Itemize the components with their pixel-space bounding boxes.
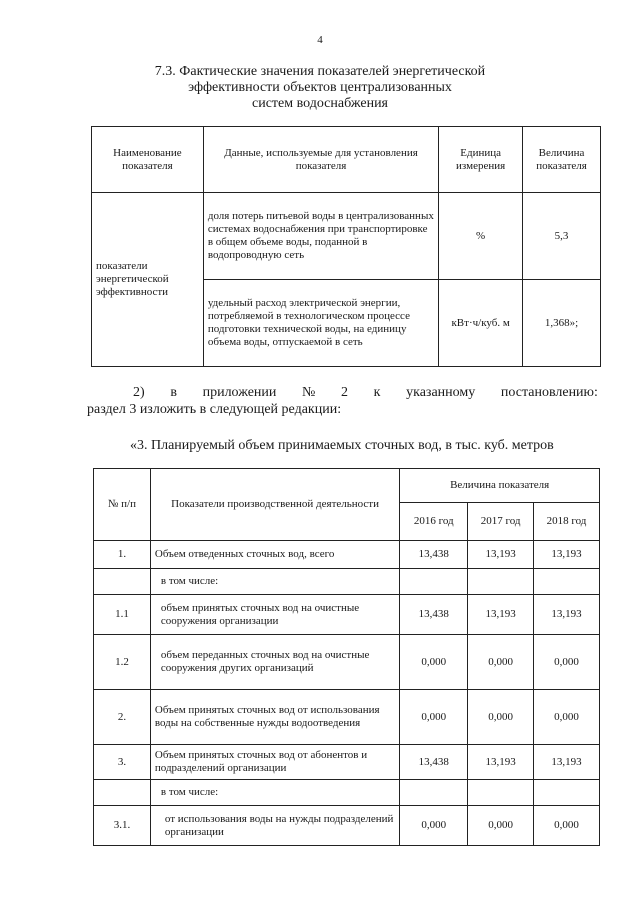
row-name-cell: Объем отведенных сточных вод, всего bbox=[150, 541, 399, 569]
row-num-cell bbox=[94, 780, 151, 806]
table-row bbox=[94, 780, 600, 806]
data-cell: доля потерь питьевой воды в централизованных системах водоснабжения при транспортировке в общем объеме воды, поданной в водопроводную сеть bbox=[203, 193, 438, 280]
row-num-cell: 1. bbox=[94, 541, 151, 569]
section-heading bbox=[120, 64, 520, 112]
row-value-cell: 0,000 bbox=[400, 635, 468, 690]
energy-efficiency-table bbox=[91, 126, 601, 367]
heading-line-3: систем водоснабжения bbox=[251, 96, 388, 111]
table-row bbox=[94, 690, 600, 745]
table-row bbox=[94, 635, 600, 690]
row-value-cell: 0,000 bbox=[534, 806, 600, 846]
row-value-cell: 0,000 bbox=[400, 806, 468, 846]
header-value-cell: Величина показателя bbox=[400, 469, 600, 503]
word: № bbox=[302, 385, 316, 400]
heading-line-2: эффективности объектов централизованных bbox=[188, 80, 452, 95]
row-value-cell: 13,438 bbox=[400, 595, 468, 635]
word: указанному bbox=[406, 385, 476, 400]
heading-line-1: 7.3. Фактические значения показателей энергетической bbox=[154, 64, 486, 79]
amendment-line-2: раздел 3 изложить в следующей редакции: bbox=[87, 402, 342, 417]
table-row bbox=[94, 595, 600, 635]
row-value-cell: 13,193 bbox=[534, 595, 600, 635]
page-number: 4 bbox=[317, 34, 323, 46]
row-value-cell: 13,193 bbox=[468, 745, 534, 780]
row-num-cell: 1.1 bbox=[94, 595, 151, 635]
row-value-cell bbox=[534, 569, 600, 595]
header-num-cell: № п/п bbox=[94, 469, 151, 541]
value-cell: 1,368»; bbox=[523, 280, 601, 367]
data-cell: удельный расход электрической энергии, потребляемой в технологическом процессе подготовки технической воды, на единицу объема воды, отпускаемой в сеть bbox=[203, 280, 438, 367]
header-cell: Величина показателя bbox=[523, 127, 601, 193]
header-indicators-cell: Показатели производственной деятельности bbox=[150, 469, 399, 541]
row-name-cell: Объем принятых сточных вод от абонентов и подразделений организации bbox=[150, 745, 399, 780]
unit-cell: кВт·ч/куб. м bbox=[439, 280, 523, 367]
row-value-cell: 0,000 bbox=[534, 690, 600, 745]
row-name-cell: Объем принятых сточных вод от использования воды на собственные нужды водоотведения bbox=[150, 690, 399, 745]
row-value-cell: 0,000 bbox=[468, 806, 534, 846]
row-num-cell: 2. bbox=[94, 690, 151, 745]
word: 2) bbox=[133, 385, 145, 400]
row-value-cell bbox=[534, 780, 600, 806]
row-name-cell: объем принятых сточных вод на очистные сооружения организации bbox=[150, 595, 399, 635]
table-row bbox=[94, 806, 600, 846]
section-3-title: «3. Планируемый объем принимаемых сточных вод, в тыс. куб. метров bbox=[130, 438, 554, 453]
row-value-cell: 0,000 bbox=[534, 635, 600, 690]
header-cell: Единица измерения bbox=[439, 127, 523, 193]
row-name-cell: от использования воды на нужды подразделений организации bbox=[150, 806, 399, 846]
row-num-cell: 3. bbox=[94, 745, 151, 780]
wastewater-volume-table bbox=[93, 468, 600, 846]
word: приложении bbox=[202, 385, 277, 400]
table-row bbox=[94, 541, 600, 569]
row-value-cell bbox=[400, 569, 468, 595]
row-name-cell: в том числе: bbox=[150, 569, 399, 595]
group-name-cell: показатели энергетической эффективности bbox=[92, 193, 204, 367]
table-row bbox=[94, 569, 600, 595]
row-value-cell: 0,000 bbox=[468, 690, 534, 745]
amendment-paragraph bbox=[87, 384, 598, 418]
row-value-cell bbox=[468, 780, 534, 806]
word: к bbox=[373, 385, 381, 400]
word: постановлению: bbox=[500, 385, 598, 400]
row-name-cell: в том числе: bbox=[150, 780, 399, 806]
row-value-cell: 0,000 bbox=[468, 635, 534, 690]
row-value-cell bbox=[468, 569, 534, 595]
row-name-cell: объем переданных сточных вод на очистные сооружения других организаций bbox=[150, 635, 399, 690]
header-cell: Наименование показателя bbox=[92, 127, 204, 193]
row-value-cell: 13,193 bbox=[534, 541, 600, 569]
row-value-cell: 13,438 bbox=[400, 745, 468, 780]
word: 2 bbox=[341, 385, 349, 400]
year-cell: 2017 год bbox=[468, 503, 534, 541]
row-value-cell: 13,193 bbox=[468, 595, 534, 635]
word: в bbox=[170, 385, 177, 400]
table-header-row bbox=[94, 469, 600, 503]
year-cell: 2018 год bbox=[534, 503, 600, 541]
amendment-line-1 bbox=[133, 384, 598, 401]
row-num-cell bbox=[94, 569, 151, 595]
row-num-cell: 1.2 bbox=[94, 635, 151, 690]
table-row bbox=[94, 745, 600, 780]
header-cell: Данные, используемые для установления показателя bbox=[203, 127, 438, 193]
row-value-cell bbox=[400, 780, 468, 806]
row-value-cell: 13,193 bbox=[468, 541, 534, 569]
row-value-cell: 0,000 bbox=[400, 690, 468, 745]
table-row bbox=[92, 193, 601, 280]
year-cell: 2016 год bbox=[400, 503, 468, 541]
row-num-cell: 3.1. bbox=[94, 806, 151, 846]
value-cell: 5,3 bbox=[523, 193, 601, 280]
row-value-cell: 13,438 bbox=[400, 541, 468, 569]
unit-cell: % bbox=[439, 193, 523, 280]
table-header-row bbox=[92, 127, 601, 193]
row-value-cell: 13,193 bbox=[534, 745, 600, 780]
